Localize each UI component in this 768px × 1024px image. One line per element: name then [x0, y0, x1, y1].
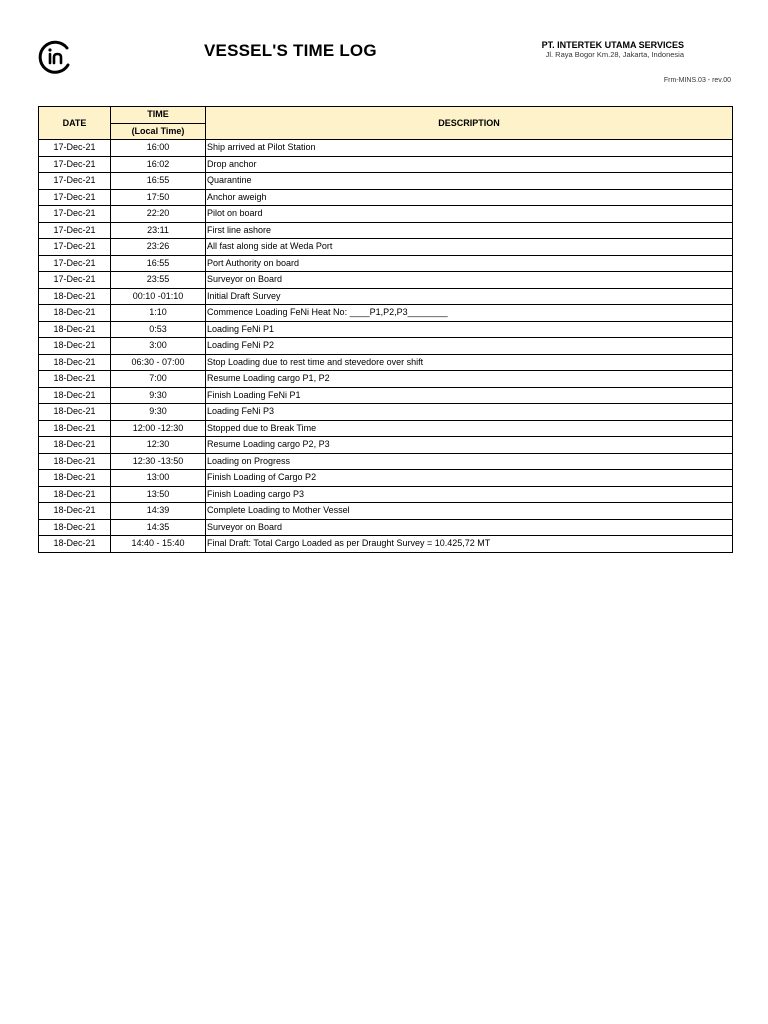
time-cell: 16:55 [111, 173, 206, 190]
description-cell: Final Draft: Total Cargo Loaded as per Draught Survey = 10.425,72 MT [206, 536, 733, 553]
description-cell: All fast along side at Weda Port [206, 239, 733, 256]
time-cell: 3:00 [111, 338, 206, 355]
table-row [39, 305, 733, 322]
date-cell: 18-Dec-21 [39, 437, 111, 454]
intertek-logo-icon [37, 40, 73, 74]
description-column-header: DESCRIPTION [206, 107, 733, 140]
table-row [39, 519, 733, 536]
company-name: PT. INTERTEK UTAMA SERVICES [541, 40, 684, 50]
description-cell: Finish Loading of Cargo P2 [206, 470, 733, 487]
time-cell: 22:20 [111, 206, 206, 223]
date-cell: 18-Dec-21 [39, 354, 111, 371]
table-row [39, 371, 733, 388]
time-cell: 23:26 [111, 239, 206, 256]
date-cell: 18-Dec-21 [39, 387, 111, 404]
table-row [39, 470, 733, 487]
date-cell: 17-Dec-21 [39, 206, 111, 223]
time-cell: 13:50 [111, 486, 206, 503]
description-cell: Drop anchor [206, 156, 733, 173]
time-log-table [38, 106, 733, 553]
description-cell: Pilot on board [206, 206, 733, 223]
date-cell: 18-Dec-21 [39, 470, 111, 487]
description-cell: Stopped due to Break Time [206, 420, 733, 437]
date-cell: 18-Dec-21 [39, 288, 111, 305]
description-cell: Ship arrived at Pilot Station [206, 140, 733, 157]
table-row [39, 453, 733, 470]
description-cell: Commence Loading FeNi Heat No: ____P1,P2,P3________ [206, 305, 733, 322]
form-reference: Frm-MINS.03 - rev.00 [663, 77, 731, 84]
date-cell: 18-Dec-21 [39, 453, 111, 470]
date-column-header: DATE [39, 107, 111, 140]
description-cell: Port Authority on board [206, 255, 733, 272]
page-title: VESSEL'S TIME LOG [204, 41, 377, 60]
description-cell: Loading FeNi P3 [206, 404, 733, 421]
time-cell: 12:30 [111, 437, 206, 454]
date-cell: 17-Dec-21 [39, 222, 111, 239]
time-cell: 17:50 [111, 189, 206, 206]
description-cell: Loading FeNi P2 [206, 338, 733, 355]
table-row [39, 387, 733, 404]
date-cell: 17-Dec-21 [39, 239, 111, 256]
description-cell: Resume Loading cargo P1, P2 [206, 371, 733, 388]
table-row [39, 486, 733, 503]
time-cell: 1:10 [111, 305, 206, 322]
table-row [39, 173, 733, 190]
table-row [39, 272, 733, 289]
table-row [39, 536, 733, 553]
date-cell: 17-Dec-21 [39, 140, 111, 157]
table-row [39, 338, 733, 355]
description-cell: Surveyor on Board [206, 519, 733, 536]
time-cell: 06:30 - 07:00 [111, 354, 206, 371]
company-address: Jl. Raya Bogor Km.28, Jakarta, Indonesia [545, 50, 684, 59]
time-cell: 12:30 -13:50 [111, 453, 206, 470]
time-cell: 00:10 -01:10 [111, 288, 206, 305]
table-row [39, 189, 733, 206]
time-cell: 16:00 [111, 140, 206, 157]
table-row [39, 222, 733, 239]
time-cell: 9:30 [111, 404, 206, 421]
table-row [39, 321, 733, 338]
time-cell: 7:00 [111, 371, 206, 388]
time-column-header: TIME [111, 107, 206, 124]
table-row [39, 503, 733, 520]
time-cell: 23:11 [111, 222, 206, 239]
description-cell: First line ashore [206, 222, 733, 239]
table-row [39, 206, 733, 223]
time-cell: 14:40 - 15:40 [111, 536, 206, 553]
description-cell: Finish Loading cargo P3 [206, 486, 733, 503]
table-row [39, 255, 733, 272]
date-cell: 18-Dec-21 [39, 536, 111, 553]
date-cell: 17-Dec-21 [39, 272, 111, 289]
date-cell: 18-Dec-21 [39, 305, 111, 322]
time-log-body [39, 140, 733, 553]
time-cell: 0:53 [111, 321, 206, 338]
description-cell: Anchor aweigh [206, 189, 733, 206]
table-row [39, 239, 733, 256]
time-column-subheader: (Local Time) [111, 123, 206, 140]
time-cell: 12:00 -12:30 [111, 420, 206, 437]
table-row [39, 156, 733, 173]
description-cell: Surveyor on Board [206, 272, 733, 289]
description-cell: Finish Loading FeNi P1 [206, 387, 733, 404]
description-cell: Resume Loading cargo P2, P3 [206, 437, 733, 454]
date-cell: 17-Dec-21 [39, 156, 111, 173]
table-row [39, 354, 733, 371]
date-cell: 18-Dec-21 [39, 420, 111, 437]
date-cell: 17-Dec-21 [39, 255, 111, 272]
time-cell: 14:35 [111, 519, 206, 536]
description-cell: Loading FeNi P1 [206, 321, 733, 338]
description-cell: Initial Draft Survey [206, 288, 733, 305]
description-cell: Quarantine [206, 173, 733, 190]
table-row [39, 420, 733, 437]
date-cell: 18-Dec-21 [39, 486, 111, 503]
date-cell: 17-Dec-21 [39, 173, 111, 190]
time-cell: 14:39 [111, 503, 206, 520]
description-cell: Stop Loading due to rest time and stevedore over shift [206, 354, 733, 371]
time-cell: 23:55 [111, 272, 206, 289]
time-cell: 16:02 [111, 156, 206, 173]
description-cell: Loading on Progress [206, 453, 733, 470]
date-cell: 18-Dec-21 [39, 503, 111, 520]
date-cell: 18-Dec-21 [39, 519, 111, 536]
date-cell: 17-Dec-21 [39, 189, 111, 206]
date-cell: 18-Dec-21 [39, 371, 111, 388]
table-row [39, 404, 733, 421]
date-cell: 18-Dec-21 [39, 404, 111, 421]
date-cell: 18-Dec-21 [39, 338, 111, 355]
time-cell: 16:55 [111, 255, 206, 272]
time-cell: 13:00 [111, 470, 206, 487]
table-row [39, 437, 733, 454]
time-cell: 9:30 [111, 387, 206, 404]
date-cell: 18-Dec-21 [39, 321, 111, 338]
description-cell: Complete Loading to Mother Vessel [206, 503, 733, 520]
table-row [39, 288, 733, 305]
table-row [39, 140, 733, 157]
